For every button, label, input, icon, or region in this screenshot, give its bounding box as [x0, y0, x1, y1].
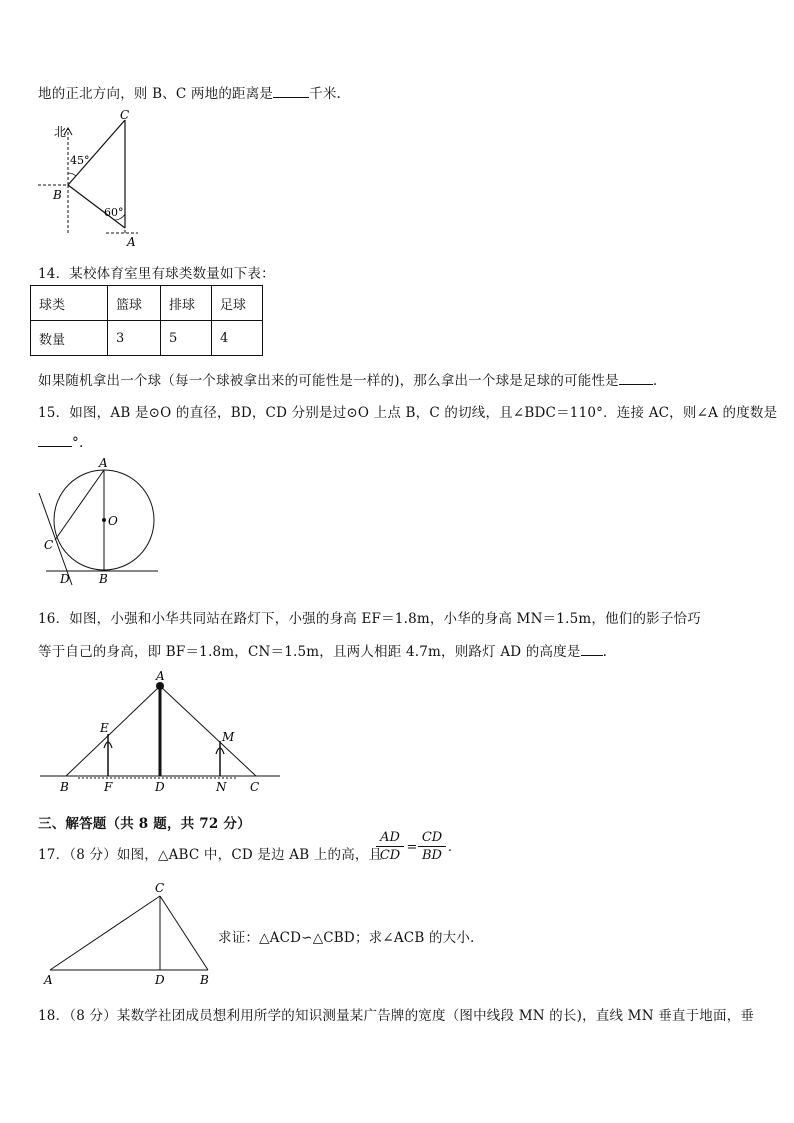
label-n: N [216, 780, 227, 794]
q17-period: . [447, 840, 453, 855]
label-a: A [127, 235, 136, 248]
q18-text: 18．（8 分）某数学社团成员想利用所学的知识测量某广告牌的宽度（图中线段 MN 的长)，直线 MN 垂直于地面，垂 [38, 1008, 755, 1024]
ray-ac [160, 686, 256, 776]
section-heading [38, 812, 251, 832]
label-c: C [44, 538, 54, 552]
label-d: D [60, 572, 70, 586]
q14-question: 如果随机拿出一个球（每一个球被拿出来的可能性是一样的)，那么拿出一个球是足球的可能性是 [38, 373, 619, 389]
segment-ac [55, 470, 104, 540]
q15-answer-blank [38, 434, 72, 447]
fraction-cd-bd [418, 830, 446, 865]
label-m: M [222, 730, 235, 744]
table-cell: 足球 [212, 286, 263, 321]
table-cell: 球类 [31, 286, 108, 321]
label-e: E [100, 721, 109, 735]
center-point [102, 518, 106, 522]
label-d: D [155, 780, 165, 794]
label-b: B [200, 973, 209, 987]
q13-line [38, 82, 341, 102]
q14-question-line: 如果随机拿出一个球（每一个球被拿出来的可能性是一样的)，那么拿出一个球是足球的可能性是 . [38, 373, 658, 389]
q16-text-1: 16．如图，小强和小华共同站在路灯下，小强的身高 EF＝1.8m，小华的身高 MN＝1.5m，他们的影子恰巧 [38, 611, 701, 627]
label-a: A [156, 669, 165, 683]
angle-arc-45 [68, 173, 76, 176]
q16-text-2: 等于自己的身高，即 BF＝1.8m，CN＝1.5m，且两人相距 4.7m，则路灯 AD 的高度是 [38, 644, 581, 660]
table-cell: 排球 [161, 286, 212, 321]
q13-unit: 千米. [309, 86, 342, 102]
table-cell: 数量 [31, 321, 108, 356]
label-c: C [155, 881, 165, 895]
q16-line-1 [38, 607, 701, 627]
segment-cb [160, 896, 208, 970]
label-c: C [250, 780, 260, 794]
fraction-ad-cd [376, 830, 404, 865]
q15-suffix: °. [72, 435, 84, 451]
table-cell: 3 [108, 321, 161, 356]
section-title: 三、解答题（共 8 题，共 72 分） [38, 816, 251, 832]
q14-text: 14．某校体育室里有球类数量如下表： [38, 266, 275, 282]
label-angle-45: 45° [70, 154, 90, 167]
q14-answer-blank [619, 372, 653, 385]
frac-numerator: AD [376, 830, 404, 847]
q14-intro [38, 262, 275, 282]
label-c: C [120, 108, 130, 122]
frac-numerator: CD [418, 830, 446, 847]
q15-text: 15．如图，AB 是⊙O 的直径，BD，CD 分别是过⊙O 上点 B，C 的切线，且∠BDC＝110°．连接 AC，则∠A 的度数是 [38, 405, 778, 421]
segment-ac [50, 896, 160, 970]
q18-line [38, 1004, 754, 1024]
table-cell: 篮球 [108, 286, 161, 321]
q13-text: 地的正北方向，则 B、C 两地的距离是 [38, 86, 274, 102]
q17-line [38, 843, 382, 863]
figure-16 [38, 666, 288, 798]
q17-proof: 求证：△ACD∽△CBD；求∠ACB 的大小. [218, 930, 475, 946]
table-cell: 4 [212, 321, 263, 356]
q17-text: 17．（8 分）如图，△ABC 中，CD 是边 AB 上的高，且 [38, 847, 383, 863]
label-b: B [53, 188, 62, 202]
q16-answer-blank [581, 643, 603, 656]
ball-count-table [30, 285, 263, 356]
q17-proof-line [218, 926, 475, 946]
figure-13 [38, 108, 148, 248]
label-north: 北 [54, 125, 67, 139]
frac-denominator: BD [422, 848, 442, 863]
q16-line-2: 等于自己的身高，即 BF＝1.8m，CN＝1.5m，且两人相距 4.7m，则路灯 AD 的高度是 . [38, 644, 608, 660]
q13-answer-blank [273, 85, 309, 98]
table-cell: 5 [161, 321, 212, 356]
label-b: B [99, 572, 108, 586]
table-header-row [31, 286, 263, 321]
figure-17 [38, 878, 218, 990]
label-d: D [155, 973, 165, 987]
label-o: O [108, 514, 118, 528]
label-b: B [60, 780, 69, 794]
table-row [31, 321, 263, 356]
figure-15 [36, 455, 166, 590]
label-angle-60: 60° [104, 206, 124, 219]
q15-line-2 [38, 434, 83, 451]
frac-denominator: CD [379, 848, 401, 863]
equals-sign: = [406, 840, 418, 855]
label-a: A [99, 456, 108, 470]
segment-bc [68, 120, 125, 185]
label-a: A [44, 973, 53, 987]
q15-line-1 [38, 401, 777, 421]
label-f: F [104, 780, 113, 794]
ray-ab [66, 686, 160, 776]
